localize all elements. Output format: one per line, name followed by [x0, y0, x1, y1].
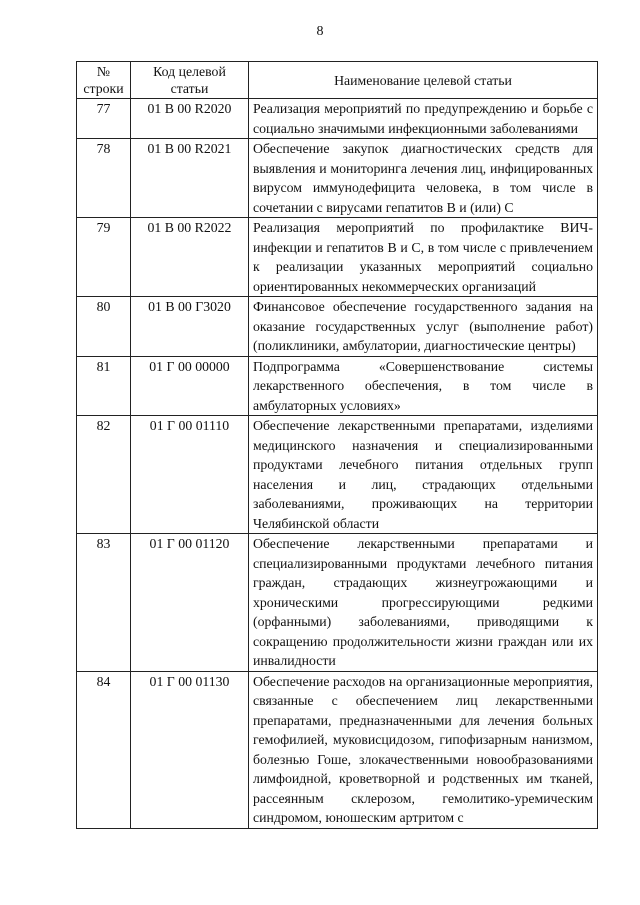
header-article-code: Код целевой статьи	[131, 62, 249, 99]
table-row	[77, 534, 598, 672]
article-name: Реализация мероприятий по профилактике ВИЧ-инфекции и гепатитов В и С, в том числе с привлечением к реализации указанных мероприятий социально ориентированных некоммерческих организаций	[249, 218, 598, 297]
row-number: 77	[77, 99, 131, 139]
row-number: 80	[77, 297, 131, 357]
table-row	[77, 297, 598, 357]
article-code: 01 Г 00 00000	[131, 356, 249, 416]
table-row	[77, 99, 598, 139]
table-row	[77, 218, 598, 297]
article-code: 01 Г 00 01110	[131, 416, 249, 534]
page-number: 8	[316, 24, 324, 39]
table-row	[77, 671, 598, 828]
row-number: 83	[77, 534, 131, 672]
article-name: Обеспечение лекарственными препаратами и специализированными продуктами лечебного питания граждан, страдающих жизнеугрожающими и хроническими прогрессирующими редкими (орфанными) заболеваниями, приводящими к сокращению продолжительности жизни граждан или их инвалидности	[249, 534, 598, 672]
table-row	[77, 356, 598, 416]
article-code: 01 В 00 R2021	[131, 139, 249, 218]
article-code: 01 В 00 R2022	[131, 218, 249, 297]
article-code: 01 Г 00 01130	[131, 671, 249, 828]
article-name: Обеспечение лекарственными препаратами, изделиями медицинского назначения и специализированными продуктами лечебного питания отдельных групп населения и лиц, страдающих отдельными заболеваниями, проживающих на территории Челябинской области	[249, 416, 598, 534]
table-row	[77, 416, 598, 534]
article-name: Подпрограмма «Совершенствование системы лекарственного обеспечения, в том числе в амбулаторных условиях»	[249, 356, 598, 416]
target-articles-table	[76, 61, 598, 829]
row-number: 82	[77, 416, 131, 534]
table-header-row	[77, 62, 598, 99]
article-code: 01 Г 00 01120	[131, 534, 249, 672]
article-name: Обеспечение закупок диагностических средств для выявления и мониторинга лечения лиц, инфицированных вирусом иммунодефицита человека, в том числе в сочетании с вирусами гепатитов В и (или) С	[249, 139, 598, 218]
row-number: 84	[77, 671, 131, 828]
article-name: Обеспечение расходов на организационные мероприятия, связанные с обеспечением лиц лекарственными препаратами, предназначенными для лечения больных гемофилией, муковисцидозом, гипофизарным нанизмом, болезнью Гоше, злокачественными новообразованиями лимфоидной, кроветворной и родственных им тканей, рассеянным склерозом, гемолитико-уремическим синдромом, юношеским артритом с	[249, 671, 598, 828]
header-row-number: № строки	[77, 62, 131, 99]
row-number: 78	[77, 139, 131, 218]
article-code: 01 В 00 Г3020	[131, 297, 249, 357]
article-name: Реализация мероприятий по предупреждению и борьбе с социально значимыми инфекционными заболеваниями	[249, 99, 598, 139]
row-number: 81	[77, 356, 131, 416]
article-name: Финансовое обеспечение государственного задания на оказание государственных услуг (выполнение работ) (поликлиники, амбулатории, диагностические центры)	[249, 297, 598, 357]
article-code: 01 В 00 R2020	[131, 99, 249, 139]
header-article-name: Наименование целевой статьи	[249, 62, 598, 99]
row-number: 79	[77, 218, 131, 297]
table-row	[77, 139, 598, 218]
